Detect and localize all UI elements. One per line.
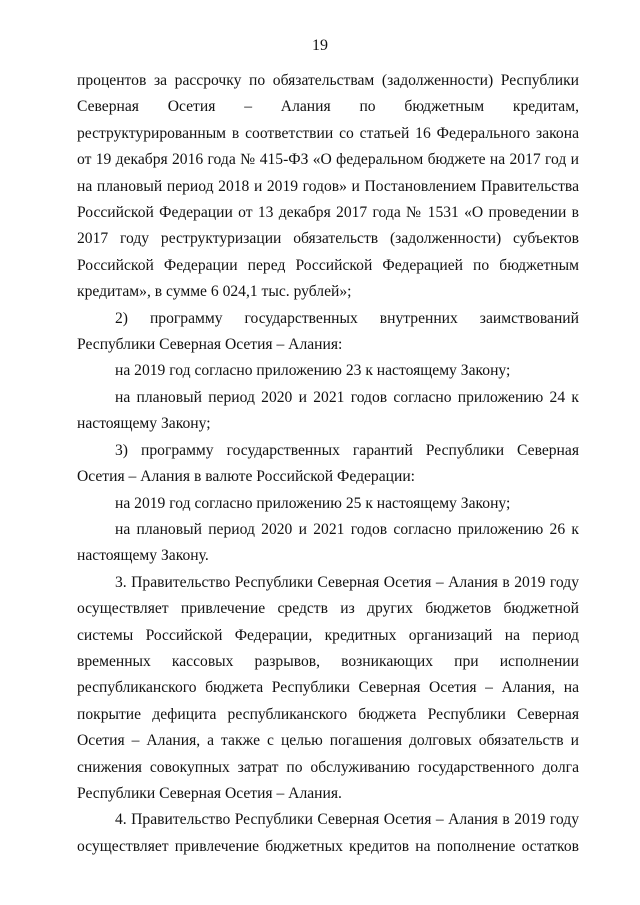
paragraph-borrowing-planned: на плановый период 2020 и 2021 годов согласно приложению 24 к настоящему Закону; [77, 388, 579, 433]
paragraph-clause-3: 3. Правительство Республики Северная Осетия – Алания в 2019 году осуществляет привлечение средств из других бюджетов бюджетной системы Российской Федерации, кредитных организаций на период временных кассовых разрывов, возникающих при исполнении республиканского бюджета Республики Северная Осетия – Алания, на покрытие дефицита республиканского бюджета Республики Северная Осетия – Алания, а также с целью погашения долговых обязательств и снижения совокупных затрат по обслуживанию государственного долга Республики Северная Осетия – Алания. [77, 573, 579, 802]
paragraph-clause-4: 4. Правительство Республики Северная Осетия – Алания в 2019 году осуществляет привлечение бюджетных кредитов на пополнение остатков [77, 811, 579, 855]
paragraph-borrowing-program: 2) программу государственных внутренних заимствований Республики Северная Осетия – Алания: [77, 309, 579, 354]
paragraph-borrowing-2019: на 2019 год согласно приложению 23 к настоящему Закону; [115, 362, 511, 380]
document-body [77, 68, 579, 860]
paragraph-guarantee-planned: на плановый период 2020 и 2021 годов согласно приложению 26 к настоящему Закону. [77, 520, 579, 565]
page-number: 19 [312, 37, 328, 54]
paragraph-guarantee-program: 3) программу государственных гарантий Республики Северная Осетия – Алания в валюте Российской Федерации: [77, 441, 579, 486]
paragraph-guarantee-2019: на 2019 год согласно приложению 25 к настоящему Закону; [115, 494, 511, 512]
paragraph-continuation: процентов за рассрочку по обязательствам (задолженности) Республики Северная Осетия – Алания по бюджетным кредитам, реструктурированным в соответствии со статьей 16 Федерального закона от 19 декабря 2016 года № 415-ФЗ «О федеральном бюджете на 2017 год и на плановый период 2018 и 2019 годов» и Постановлением Правительства Российской Федерации от 13 декабря 2017 года № 1531 «О проведении в 2017 году реструктуризации обязательств (задолженности) субъектов Российской Федерации перед Российской Федерацией по бюджетным кредитам», в сумме 6 024,1 тыс. рублей»; [77, 72, 579, 301]
